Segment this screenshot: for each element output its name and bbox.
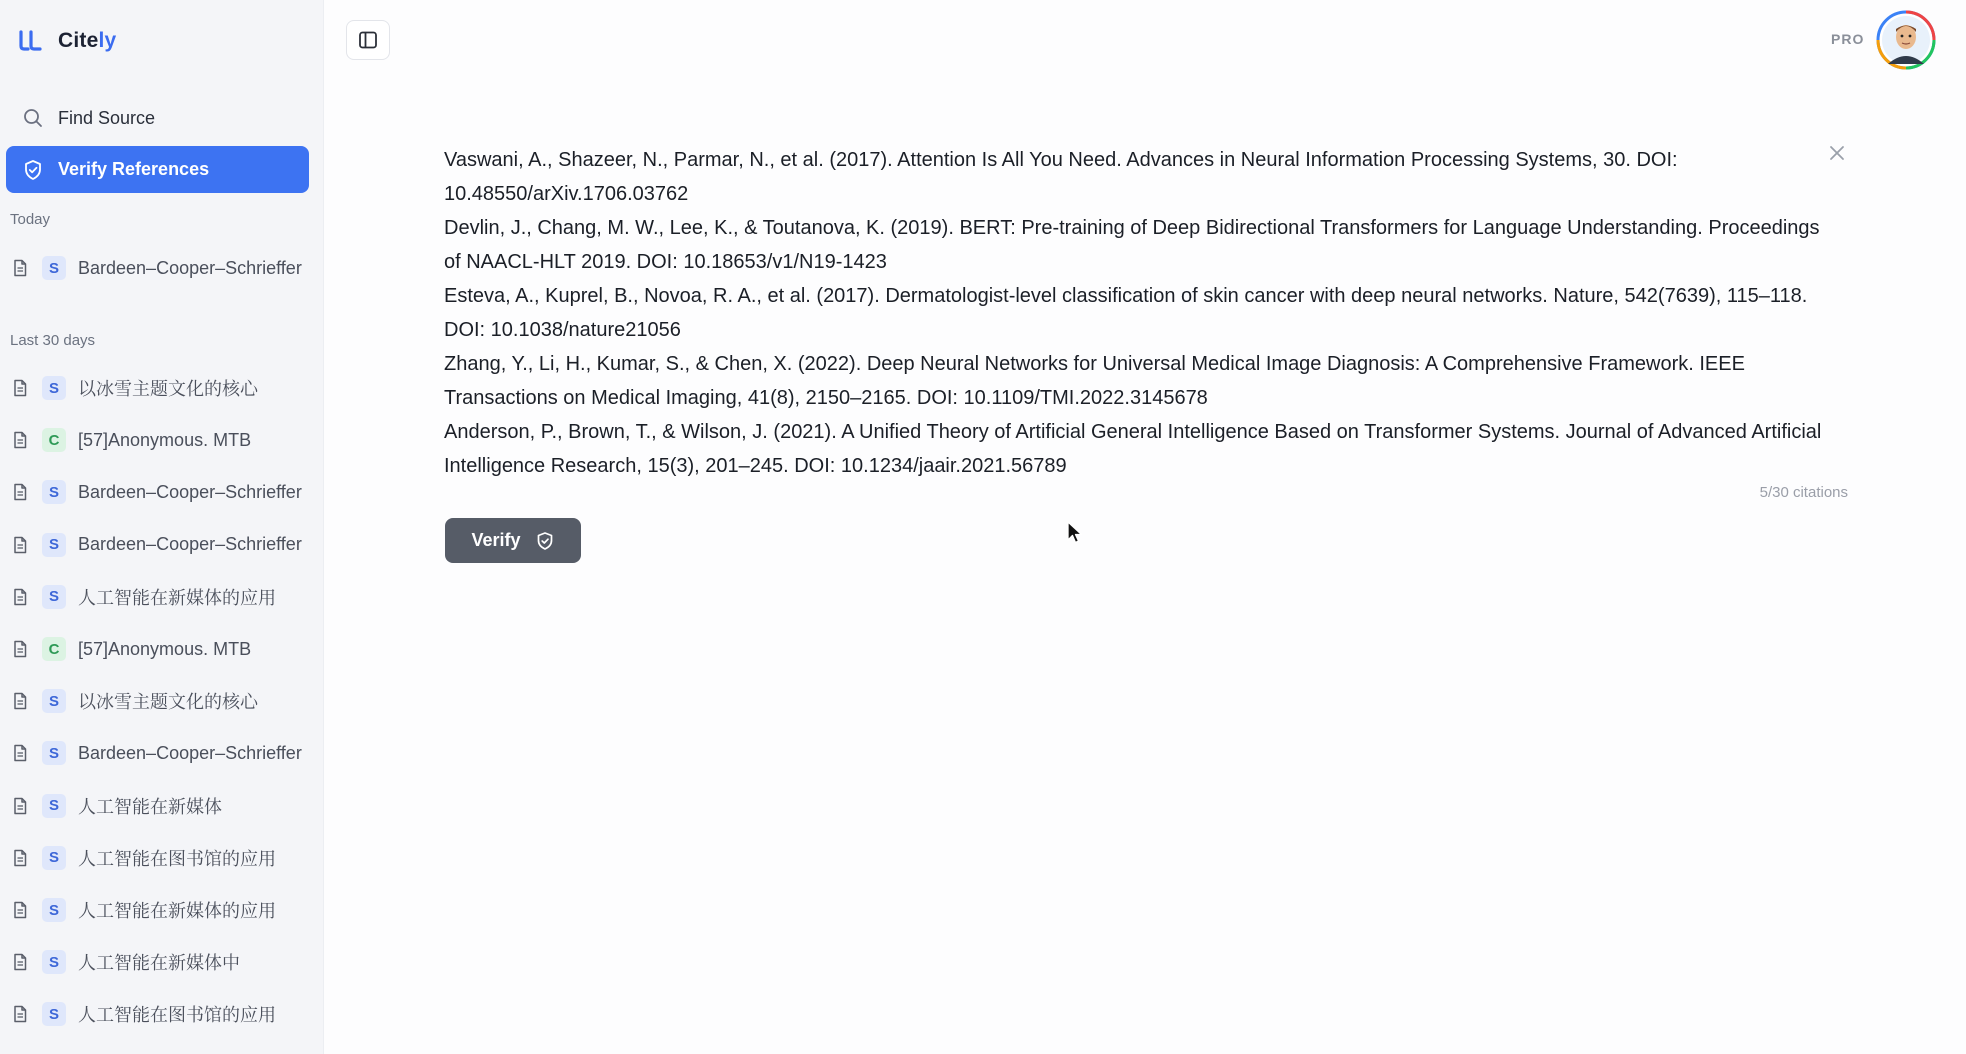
nav-find-source-label: Find Source: [58, 107, 156, 128]
reference-line: Devlin, J., Chang, M. W., Lee, K., & Toutanova, K. (2019). BERT: Pre-training of Deep Bidirectional Transformers for Language Understanding. Proceedings of NAACL-HLT 2019. DOI: 10.18653/v1/N19-1423: [444, 217, 1820, 273]
history-item-badge: S: [42, 533, 66, 557]
brand-name: Citely: [58, 29, 117, 52]
shield-check-icon: [535, 531, 555, 551]
reference-line: Zhang, Y., Li, H., Kumar, S., & Chen, X. (2022). Deep Neural Networks for Universal Medical Image Diagnosis: A Comprehensive Framework. IEEE Transactions on Medical Imaging, 41(8), 2150–2165. DOI: 10.1109/TMI.2022.3145678: [444, 353, 1745, 409]
history-item-title: Bardeen–Cooper–Schrieffer: [78, 481, 302, 502]
document-icon: [10, 848, 30, 868]
citely-logo-icon: [18, 30, 44, 52]
document-icon: [10, 482, 30, 502]
shield-check-icon: [22, 159, 44, 181]
search-icon: [22, 107, 44, 129]
nav-find-source[interactable]: [8, 98, 310, 138]
history-item-title: 人工智能在新媒体: [78, 796, 222, 817]
user-avatar[interactable]: [1876, 10, 1936, 70]
references-input[interactable]: [444, 143, 1824, 483]
reference-line: Esteva, A., Kuprel, B., Novoa, R. A., et al. (2017). Dermatologist-level classification of skin cancer with deep neural networks. Nature, 542(7639), 115–118. DOI: 10.1038/nature21056: [444, 285, 1808, 341]
verify-button[interactable]: [445, 518, 581, 563]
history-item-badge: S: [42, 480, 66, 504]
document-icon: [10, 639, 30, 659]
section-label-last30: Last 30 days: [10, 332, 96, 349]
history-item-badge: S: [42, 794, 66, 818]
history-item-badge: S: [42, 585, 66, 609]
history-item-title: Bardeen–Cooper–Schrieffer: [78, 534, 302, 555]
history-item-title: 人工智能在图书馆的应用: [78, 848, 276, 869]
history-item-title: 以冰雪主题文化的核心: [78, 692, 258, 713]
reference-line: Vaswani, A., Shazeer, N., Parmar, N., et al. (2017). Attention Is All You Need. Advances in Neural Information Processing Systems, 30. DOI: 10.48550/arXiv.1706.03762: [444, 149, 1678, 205]
history-item-title: 人工智能在新媒体中: [78, 953, 240, 974]
nav-verify-references[interactable]: [6, 146, 309, 193]
history-item-title: Bardeen–Cooper–Schrieffer: [78, 742, 302, 763]
document-icon: [10, 535, 30, 555]
history-item[interactable]: [10, 733, 310, 773]
history-item[interactable]: [10, 786, 310, 826]
history-item-title: Bardeen–Cooper–Schrieffer: [78, 257, 302, 278]
history-item[interactable]: [10, 368, 310, 408]
document-icon: [10, 743, 30, 763]
history-item-badge: C: [42, 637, 66, 661]
history-item-badge: S: [42, 689, 66, 713]
close-icon[interactable]: [1826, 142, 1848, 164]
history-item-badge: S: [42, 846, 66, 870]
history-item[interactable]: [10, 838, 310, 878]
history-item-badge: S: [42, 950, 66, 974]
history-item[interactable]: [10, 248, 310, 288]
sidebar-panel-icon: [357, 29, 379, 51]
history-item-title: [57]Anonymous. MTB: [78, 638, 252, 659]
history-item-title: 人工智能在新媒体的应用: [78, 587, 276, 608]
document-icon: [10, 796, 30, 816]
document-icon: [10, 378, 30, 398]
document-icon: [10, 587, 30, 607]
section-label-today: Today: [10, 211, 51, 228]
mouse-cursor-icon: [1066, 520, 1084, 546]
document-icon: [10, 691, 30, 711]
history-item-badge: S: [42, 376, 66, 400]
history-item-badge: S: [42, 1002, 66, 1026]
sidebar: [0, 0, 324, 1054]
history-item-badge: S: [42, 898, 66, 922]
document-icon: [10, 900, 30, 920]
nav-verify-references-label: Verify References: [58, 159, 210, 179]
history-item[interactable]: [10, 994, 310, 1034]
history-item[interactable]: [10, 890, 310, 930]
history-item-badge: C: [42, 428, 66, 452]
history-item-badge: S: [42, 256, 66, 280]
verify-button-label: Verify: [471, 530, 521, 550]
history-item-title: 以冰雪主题文化的核心: [78, 379, 258, 399]
citation-count: 5/30 citations: [1759, 484, 1848, 501]
document-icon: [10, 430, 30, 450]
history-item[interactable]: [10, 420, 310, 460]
document-icon: [10, 1004, 30, 1024]
history-item-title: 人工智能在图书馆的应用: [78, 1005, 276, 1026]
history-item[interactable]: [10, 525, 310, 565]
history-item[interactable]: [10, 681, 310, 721]
sidebar-toggle-button[interactable]: [346, 20, 390, 60]
plan-badge: PRO: [1831, 31, 1865, 47]
history-item-title: [57]Anonymous. MTB: [78, 429, 252, 450]
document-icon: [10, 952, 30, 972]
history-item[interactable]: [10, 472, 310, 512]
history-item-badge: S: [42, 741, 66, 765]
history-item[interactable]: [10, 577, 310, 617]
history-item-title: 人工智能在新媒体的应用: [78, 901, 276, 921]
history-item[interactable]: [10, 942, 310, 982]
history-item[interactable]: [10, 629, 310, 669]
brand[interactable]: [18, 24, 116, 58]
document-icon: [10, 258, 30, 278]
reference-line: Anderson, P., Brown, T., & Wilson, J. (2021). A Unified Theory of Artificial General Intelligence Based on Transformer Systems. Journal of Advanced Artificial Intelligence Research, 15(3), 201–245. DOI: 10.1234/jaair.2021.56789: [444, 421, 1822, 477]
